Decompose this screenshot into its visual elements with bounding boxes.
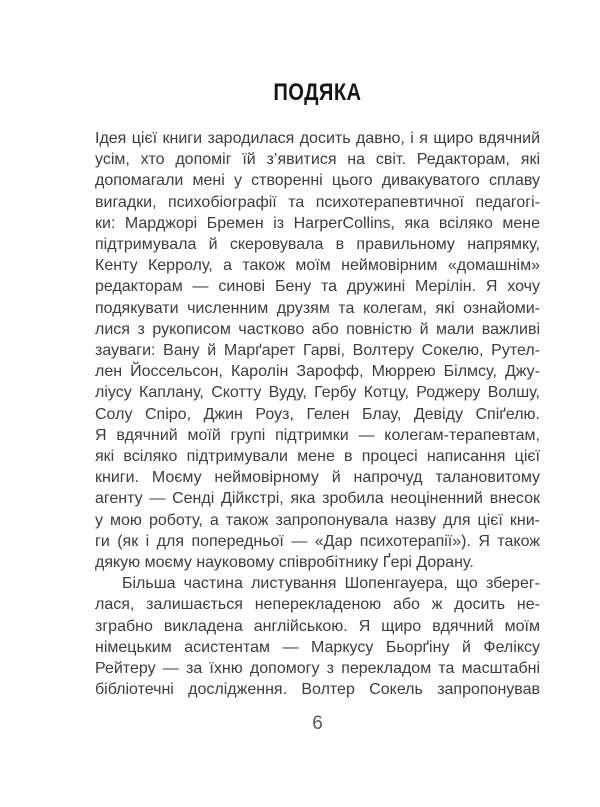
text-line: у мою роботу, а також запропонувала назву для цієї кни- <box>95 511 540 529</box>
text-line: які всіляко підтримували мене в процесі написання цієї <box>95 448 540 466</box>
paragraph <box>95 128 540 573</box>
text-line: Ідея цієї книги зародилася досить давно, і я щиро вдячний <box>95 130 540 147</box>
text-line: бібліотечні дослідження. Волтер Сокель запропонував <box>95 681 540 699</box>
text-line: лися з рукописом частково або повністю й мали важливі <box>95 320 540 338</box>
text-line: ки: Марджорі Бремен із HarperCollins, яка всіляко мене <box>95 214 540 232</box>
text-line: Я вдячний моїй групі підтримки — колегам-терапевтам, <box>95 426 540 444</box>
text-line: зауваги: Вану й Марґарет Гарві, Волтеру Сокелю, Рутел- <box>95 342 540 360</box>
text-line: дякую моєму науковому співробітнику Ґері Дорану. <box>95 554 474 572</box>
text-line: редакторам — синові Бену та дружині Мерілін. Я хочу <box>95 278 540 296</box>
text-line: книги. Моєму неймовірному й напрочуд талановитому <box>95 469 540 487</box>
chapter-title <box>95 79 540 107</box>
text-line: зграбно викладена англійською. Я щиро вдячний моїм <box>95 617 540 635</box>
text-line: усім, хто допоміг їй з’явитися на світ. Редакторам, які <box>95 151 540 169</box>
text-line: допомагали мені у створенні цього дивакуватого сплаву <box>95 172 540 190</box>
text-line: ги (як і для попередньої — «Дар психотерапії»). Я також <box>95 532 540 550</box>
paragraph <box>95 573 540 700</box>
text-line: лен Йоссельсон, Каролін Зарофф, Мюррею Білмсу, Джу- <box>95 363 540 381</box>
body-text <box>95 128 540 700</box>
page-number: 6 <box>312 713 323 734</box>
text-line: вигадки, психобіографії та психотерапевтичної педагогі- <box>95 193 540 211</box>
text-line: агенту — Сенді Дійкстрі, яка зробила неоціненний внесок <box>95 490 540 508</box>
text-line: німецьким асистентам — Маркусу Бьорґіну й Феліксу <box>95 638 540 656</box>
text-line: подякувати численним друзям та колегам, які ознайоми- <box>95 299 540 317</box>
text-line: Солу Спіро, Джин Роуз, Гелен Блау, Девіду Спіґелю. <box>95 405 540 423</box>
text-line: лася, залишається неперекладеною або ж досить не- <box>95 596 540 614</box>
text-line: підтримувала й скеровувала в правильному напрямку, <box>95 236 540 254</box>
text-line: Рейтеру — за їхню допомогу з перекладом та масштабні <box>95 660 540 678</box>
text-line: Більша частина листування Шопенгауера, що зберег- <box>122 575 540 593</box>
text-line: ліусу Каплану, Скотту Вуду, Гербу Котцу, Роджеру Волшу, <box>95 384 540 402</box>
text-line: Кенту Керролу, а також моїм неймовірним «домашнім» <box>95 257 540 275</box>
chapter-title-text: ПОДЯКА <box>273 79 362 106</box>
